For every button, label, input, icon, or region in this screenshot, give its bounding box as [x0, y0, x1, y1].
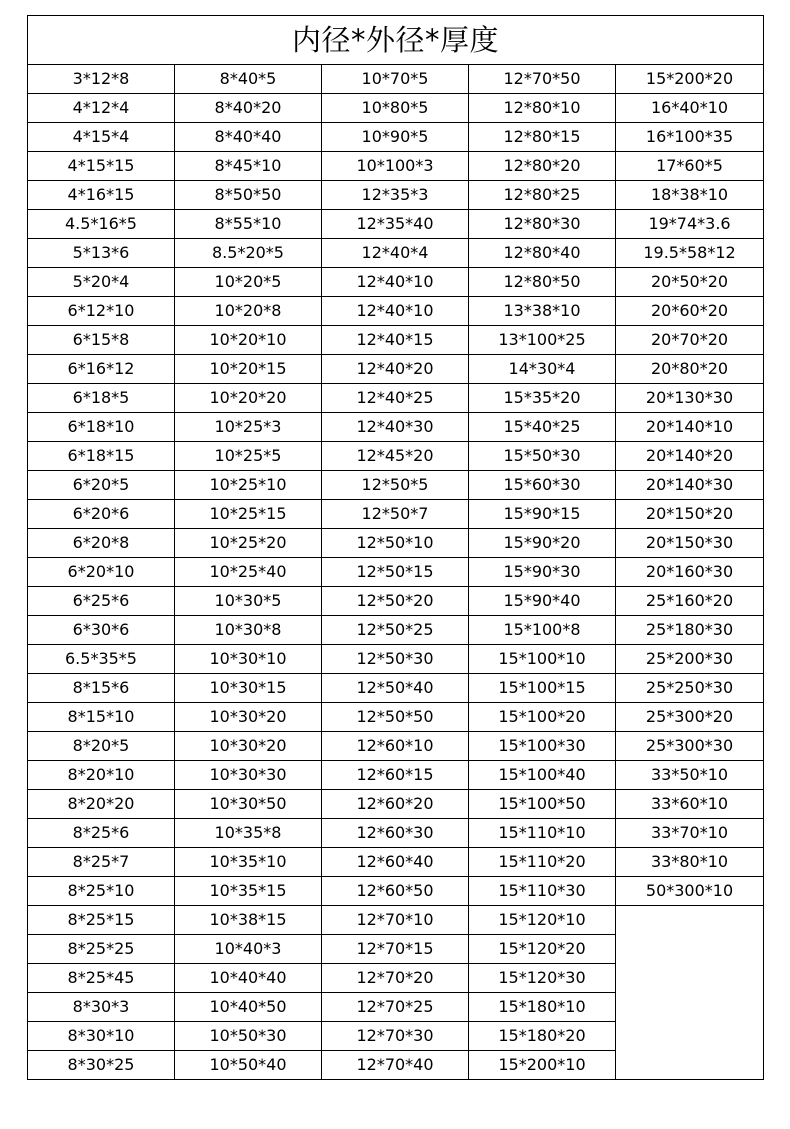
size-cell: 12*50*7 [322, 500, 469, 529]
size-cell: 25*300*20 [616, 703, 764, 732]
size-cell: 20*150*20 [616, 500, 764, 529]
size-cell: 3*12*8 [28, 65, 175, 94]
size-cell: 10*50*40 [175, 1051, 322, 1080]
table-row [28, 761, 764, 790]
size-cell: 8*25*7 [28, 848, 175, 877]
size-cell: 12*35*3 [322, 181, 469, 210]
size-cell: 10*30*5 [175, 587, 322, 616]
size-cell: 12*70*10 [322, 906, 469, 935]
table-row [28, 558, 764, 587]
size-cell: 8*20*20 [28, 790, 175, 819]
size-cell: 10*25*15 [175, 500, 322, 529]
table-row [28, 616, 764, 645]
size-cell: 10*70*5 [322, 65, 469, 94]
size-cell: 15*40*25 [469, 413, 616, 442]
size-cell: 20*150*30 [616, 529, 764, 558]
table-row [28, 181, 764, 210]
size-cell: 5*13*6 [28, 239, 175, 268]
table-row [28, 268, 764, 297]
size-cell: 10*38*15 [175, 906, 322, 935]
size-cell: 33*70*10 [616, 819, 764, 848]
size-cell: 17*60*5 [616, 152, 764, 181]
size-cell: 12*80*10 [469, 94, 616, 123]
size-cell: 10*20*15 [175, 355, 322, 384]
table-row [28, 384, 764, 413]
size-cell: 12*80*50 [469, 268, 616, 297]
table-row [28, 326, 764, 355]
size-cell: 12*40*10 [322, 297, 469, 326]
size-cell: 20*70*20 [616, 326, 764, 355]
size-cell: 4.5*16*5 [28, 210, 175, 239]
size-cell: 13*100*25 [469, 326, 616, 355]
size-cell: 12*70*15 [322, 935, 469, 964]
size-cell: 20*130*30 [616, 384, 764, 413]
table-row [28, 645, 764, 674]
size-cell: 25*300*30 [616, 732, 764, 761]
size-cell: 10*35*8 [175, 819, 322, 848]
size-cell: 12*50*50 [322, 703, 469, 732]
table-row [28, 210, 764, 239]
size-cell: 12*80*40 [469, 239, 616, 268]
size-cell: 6.5*35*5 [28, 645, 175, 674]
size-cell: 8*20*5 [28, 732, 175, 761]
size-cell: 12*35*40 [322, 210, 469, 239]
table-row [28, 906, 764, 935]
size-cell: 4*15*15 [28, 152, 175, 181]
size-cell: 15*120*10 [469, 906, 616, 935]
size-cell: 50*300*10 [616, 877, 764, 906]
size-cell: 15*100*50 [469, 790, 616, 819]
size-cell: 10*25*5 [175, 442, 322, 471]
size-cell: 15*100*8 [469, 616, 616, 645]
size-cell: 6*20*6 [28, 500, 175, 529]
size-cell: 15*90*40 [469, 587, 616, 616]
table-row [28, 732, 764, 761]
size-cell: 10*30*15 [175, 674, 322, 703]
table-row [28, 239, 764, 268]
size-cell: 10*20*8 [175, 297, 322, 326]
size-cell: 19*74*3.6 [616, 210, 764, 239]
size-cell: 12*70*40 [322, 1051, 469, 1080]
table-row [28, 703, 764, 732]
size-cell: 4*12*4 [28, 94, 175, 123]
table-row [28, 587, 764, 616]
size-cell: 10*40*40 [175, 964, 322, 993]
size-cell: 8*30*10 [28, 1022, 175, 1051]
size-cell: 15*100*10 [469, 645, 616, 674]
size-cell: 10*25*10 [175, 471, 322, 500]
spec-table-body [28, 16, 764, 1080]
size-cell: 10*20*20 [175, 384, 322, 413]
size-cell: 6*18*10 [28, 413, 175, 442]
size-cell: 15*90*20 [469, 529, 616, 558]
spec-table [27, 15, 764, 1080]
size-cell: 10*100*3 [322, 152, 469, 181]
size-cell: 15*100*40 [469, 761, 616, 790]
table-row [28, 65, 764, 94]
size-cell: 10*25*3 [175, 413, 322, 442]
size-cell: 8.5*20*5 [175, 239, 322, 268]
size-cell: 8*25*10 [28, 877, 175, 906]
size-cell: 6*30*6 [28, 616, 175, 645]
table-row [28, 819, 764, 848]
table-row [28, 413, 764, 442]
size-cell: 15*110*30 [469, 877, 616, 906]
empty-cell [616, 906, 764, 1080]
size-cell: 12*60*50 [322, 877, 469, 906]
size-cell: 12*60*30 [322, 819, 469, 848]
size-cell: 12*50*40 [322, 674, 469, 703]
table-row [28, 790, 764, 819]
size-cell: 8*15*10 [28, 703, 175, 732]
size-cell: 10*30*20 [175, 732, 322, 761]
table-row [28, 500, 764, 529]
size-cell: 12*50*15 [322, 558, 469, 587]
size-cell: 15*110*20 [469, 848, 616, 877]
size-cell: 4*15*4 [28, 123, 175, 152]
size-cell: 15*35*20 [469, 384, 616, 413]
size-cell: 15*90*30 [469, 558, 616, 587]
size-cell: 8*50*50 [175, 181, 322, 210]
size-cell: 8*25*6 [28, 819, 175, 848]
size-cell: 8*25*25 [28, 935, 175, 964]
size-cell: 12*50*10 [322, 529, 469, 558]
title-row [28, 16, 764, 65]
size-cell: 10*80*5 [322, 94, 469, 123]
size-cell: 10*20*5 [175, 268, 322, 297]
size-cell: 15*200*20 [616, 65, 764, 94]
size-cell: 12*80*20 [469, 152, 616, 181]
size-cell: 12*40*15 [322, 326, 469, 355]
size-cell: 6*16*12 [28, 355, 175, 384]
size-cell: 10*30*10 [175, 645, 322, 674]
size-cell: 15*100*20 [469, 703, 616, 732]
size-cell: 20*140*10 [616, 413, 764, 442]
size-cell: 12*50*25 [322, 616, 469, 645]
size-cell: 6*15*8 [28, 326, 175, 355]
size-cell: 12*40*20 [322, 355, 469, 384]
size-cell: 12*80*15 [469, 123, 616, 152]
size-cell: 15*110*10 [469, 819, 616, 848]
size-cell: 15*200*10 [469, 1051, 616, 1080]
size-cell: 10*30*8 [175, 616, 322, 645]
size-cell: 15*50*30 [469, 442, 616, 471]
table-row [28, 355, 764, 384]
size-cell: 6*25*6 [28, 587, 175, 616]
size-cell: 10*35*15 [175, 877, 322, 906]
table-row [28, 529, 764, 558]
size-cell: 10*30*20 [175, 703, 322, 732]
size-cell: 12*40*30 [322, 413, 469, 442]
size-cell: 12*50*30 [322, 645, 469, 674]
table-row [28, 848, 764, 877]
size-cell: 10*30*30 [175, 761, 322, 790]
size-cell: 12*40*25 [322, 384, 469, 413]
size-cell: 25*180*30 [616, 616, 764, 645]
size-cell: 33*50*10 [616, 761, 764, 790]
size-cell: 12*60*10 [322, 732, 469, 761]
size-cell: 18*38*10 [616, 181, 764, 210]
size-cell: 15*180*10 [469, 993, 616, 1022]
size-cell: 12*70*25 [322, 993, 469, 1022]
size-cell: 20*160*30 [616, 558, 764, 587]
size-cell: 33*80*10 [616, 848, 764, 877]
size-cell: 8*40*40 [175, 123, 322, 152]
size-cell: 10*30*50 [175, 790, 322, 819]
size-cell: 20*50*20 [616, 268, 764, 297]
size-cell: 12*40*4 [322, 239, 469, 268]
size-cell: 8*30*3 [28, 993, 175, 1022]
size-cell: 25*250*30 [616, 674, 764, 703]
size-cell: 20*60*20 [616, 297, 764, 326]
size-cell: 8*25*15 [28, 906, 175, 935]
table-row [28, 94, 764, 123]
size-cell: 15*180*20 [469, 1022, 616, 1051]
size-cell: 15*60*30 [469, 471, 616, 500]
table-row [28, 297, 764, 326]
size-cell: 19.5*58*12 [616, 239, 764, 268]
size-cell: 20*80*20 [616, 355, 764, 384]
size-cell: 4*16*15 [28, 181, 175, 210]
size-cell: 12*50*5 [322, 471, 469, 500]
size-cell: 5*20*4 [28, 268, 175, 297]
table-row [28, 877, 764, 906]
size-cell: 8*20*10 [28, 761, 175, 790]
size-cell: 15*120*20 [469, 935, 616, 964]
size-cell: 16*100*35 [616, 123, 764, 152]
size-cell: 12*45*20 [322, 442, 469, 471]
size-cell: 15*100*30 [469, 732, 616, 761]
size-cell: 12*40*10 [322, 268, 469, 297]
size-cell: 10*90*5 [322, 123, 469, 152]
size-cell: 25*160*20 [616, 587, 764, 616]
table-row [28, 471, 764, 500]
size-cell: 8*30*25 [28, 1051, 175, 1080]
size-cell: 12*60*20 [322, 790, 469, 819]
size-cell: 6*12*10 [28, 297, 175, 326]
size-cell: 20*140*20 [616, 442, 764, 471]
size-cell: 12*60*40 [322, 848, 469, 877]
size-cell: 8*15*6 [28, 674, 175, 703]
size-cell: 15*100*15 [469, 674, 616, 703]
size-cell: 10*40*3 [175, 935, 322, 964]
table-row [28, 123, 764, 152]
size-cell: 25*200*30 [616, 645, 764, 674]
size-cell: 12*70*30 [322, 1022, 469, 1051]
size-cell: 10*40*50 [175, 993, 322, 1022]
size-cell: 8*45*10 [175, 152, 322, 181]
size-cell: 10*50*30 [175, 1022, 322, 1051]
table-title: 内径*外径*厚度 [28, 16, 764, 65]
size-cell: 12*60*15 [322, 761, 469, 790]
size-cell: 12*70*50 [469, 65, 616, 94]
table-row [28, 442, 764, 471]
size-cell: 8*40*20 [175, 94, 322, 123]
size-cell: 20*140*30 [616, 471, 764, 500]
size-cell: 33*60*10 [616, 790, 764, 819]
size-cell: 8*40*5 [175, 65, 322, 94]
size-cell: 8*25*45 [28, 964, 175, 993]
size-cell: 12*70*20 [322, 964, 469, 993]
size-cell: 6*20*10 [28, 558, 175, 587]
size-cell: 12*80*30 [469, 210, 616, 239]
size-cell: 16*40*10 [616, 94, 764, 123]
size-cell: 8*55*10 [175, 210, 322, 239]
table-row [28, 674, 764, 703]
size-cell: 10*25*40 [175, 558, 322, 587]
size-cell: 10*35*10 [175, 848, 322, 877]
size-cell: 6*20*5 [28, 471, 175, 500]
size-cell: 6*20*8 [28, 529, 175, 558]
size-cell: 14*30*4 [469, 355, 616, 384]
size-cell: 10*25*20 [175, 529, 322, 558]
size-cell: 6*18*15 [28, 442, 175, 471]
size-cell: 6*18*5 [28, 384, 175, 413]
size-cell: 13*38*10 [469, 297, 616, 326]
size-cell: 12*50*20 [322, 587, 469, 616]
size-cell: 15*90*15 [469, 500, 616, 529]
table-row [28, 152, 764, 181]
size-cell: 10*20*10 [175, 326, 322, 355]
size-cell: 12*80*25 [469, 181, 616, 210]
size-cell: 15*120*30 [469, 964, 616, 993]
